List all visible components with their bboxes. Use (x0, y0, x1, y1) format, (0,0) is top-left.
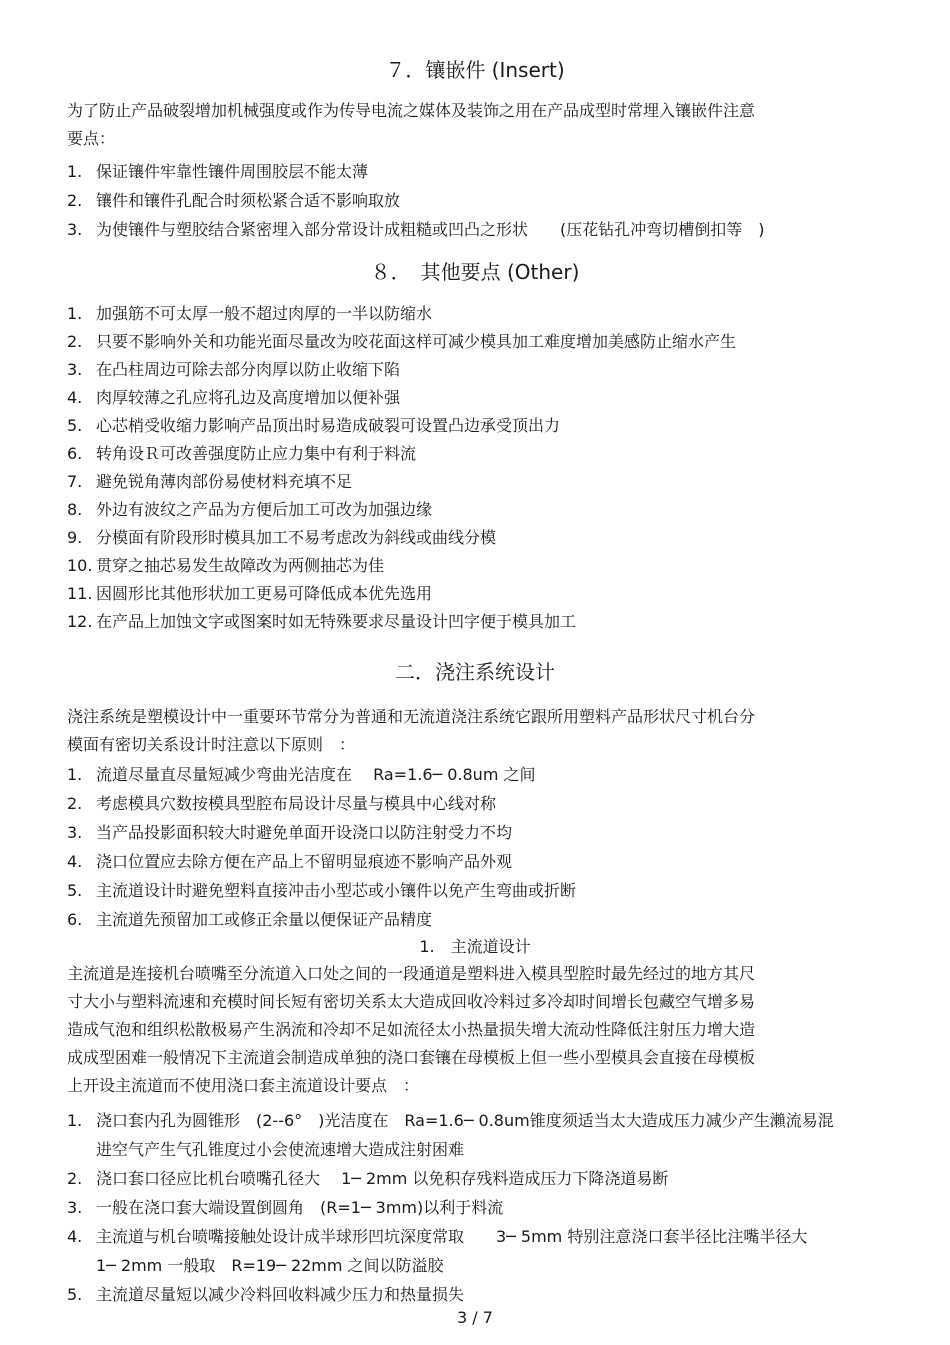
list-item (67, 1280, 834, 1309)
insert-list (67, 157, 765, 244)
list-item (67, 905, 576, 934)
list-item-text: 主流道设计时避免塑料直接冲击小型芯或小镶件以免产生弯曲或折断 (96, 881, 577, 900)
list-item (67, 440, 736, 468)
list-item-number: 3. (67, 823, 83, 842)
gating-intro (67, 703, 867, 759)
list-item-text: 主流道与机台喷嘴接触处设计成半球形凹坑深度常取 3─ 5mm 特别注意浇口套半径比注嘴半径大 (96, 1227, 808, 1246)
list-item-text: 肉厚较薄之孔应将孔边及高度增加以便补强 (96, 388, 401, 407)
list-item-text: 当产品投影面积较大时避免单面开设浇口以防注射受力不均 (96, 823, 513, 842)
list-item (67, 468, 736, 496)
list-item-text: 心芯梢受收缩力影响产品顶出时易造成破裂可设置凸边承受顶出力 (96, 416, 561, 435)
sprue-intro (67, 960, 867, 1100)
list-item-text: 浇口套口径应比机台喷嘴孔径大 1─ 2mm 以免积存残料造成压力下降浇道易断 (96, 1169, 669, 1188)
list-item-text: 1─ 2mm 一般取 R=19─ 22mm 之间以防溢胶 (96, 1256, 444, 1275)
sprue-intro-line: 造成气泡和组织松散极易产生涡流和冷却不足如流径太小热量损失增大流动性降低注射压力增大造 (67, 1020, 756, 1039)
list-item-text: 浇口位置应去除方便在产品上不留明显痕迹不影响产品外观 (96, 852, 513, 871)
list-item (67, 300, 736, 328)
list-item (67, 608, 736, 636)
other-list (67, 300, 736, 636)
list-item-number: 9. (67, 528, 83, 547)
list-item-text: 转角设Ｒ可改善强度防止应力集中有利于料流 (96, 444, 417, 463)
list-item-number: 4. (67, 388, 83, 407)
list-item (67, 760, 576, 789)
list-item-text: 考虑模具穴数按模具型腔布局设计尽量与模具中心线对称 (96, 794, 497, 813)
list-item (67, 1193, 834, 1222)
list-item (67, 186, 765, 215)
list-item (67, 157, 765, 186)
list-item-text: 在凸柱周边可除去部分肉厚以防止收缩下陷 (96, 360, 401, 379)
list-item-number: 12. (67, 612, 93, 631)
list-item-text: 在产品上加蚀文字或图案时如无特殊要求尽量设计凹字便于模具加工 (96, 612, 577, 631)
gating-intro-line: 浇注系统是塑模设计中一重要环节常分为普通和无流道浇注系统它跟所用塑料产品形状尺寸机台分 (67, 707, 756, 726)
sprue-intro-line: 上开设主流道而不使用浇口套主流道设计要点 ： (67, 1076, 420, 1095)
insert-intro (67, 97, 867, 153)
list-item-text: 一般在浇口套大端设置倒圆角 (R=1─ 3mm)以利于料流 (96, 1198, 504, 1217)
list-item (67, 580, 736, 608)
list-item-number: 4. (67, 852, 83, 871)
subsection-title-sprue: 1. 主流道设计 (419, 937, 531, 956)
list-item-number: 8. (67, 500, 83, 519)
list-item-text: 进空气产生气孔锥度过小会使流速增大造成注射困难 (96, 1140, 465, 1159)
list-item-number: 2. (67, 191, 83, 210)
list-item (67, 496, 736, 524)
list-item-number: 5. (67, 1285, 83, 1304)
list-item-number: 4. (67, 1227, 83, 1246)
list-item-number: 11. (67, 584, 93, 603)
list-item-number: 3. (67, 220, 83, 239)
insert-intro-line: 为了防止产品破裂增加机械强度或作为传导电流之媒体及装饰之用在产品成型时常埋入镶嵌件注意 (67, 101, 756, 120)
list-item-text: 外边有波纹之产品为方便后加工可改为加强边缘 (96, 500, 433, 519)
list-item-text: 因圆形比其他形状加工更易可降低成本优先选用 (96, 584, 433, 603)
list-item-number: 3. (67, 1198, 83, 1217)
list-item (67, 789, 576, 818)
list-item-number: 2. (67, 1169, 83, 1188)
list-item-number: 2. (67, 794, 83, 813)
list-item (67, 356, 736, 384)
list-item-number: 6. (67, 910, 83, 929)
list-item-number: 3. (67, 360, 83, 379)
list-item-text: 只要不影响外关和功能光面尽量改为咬花面这样可减少模具加工难度增加美感防止缩水产生 (96, 332, 737, 351)
list-item (67, 384, 736, 412)
sprue-intro-line: 成成型困难一般情况下主流道会制造成单独的浇口套镶在母模板上但一些小型模具会直接在母模板 (67, 1048, 756, 1067)
list-item-text: 分模面有阶段形时模具加工不易考虑改为斜线或曲线分模 (96, 528, 497, 547)
list-item (67, 552, 736, 580)
gating-list (67, 760, 576, 934)
list-item-text: 保证镶件牢靠性镶件周围胶层不能太薄 (96, 162, 369, 181)
list-item-number: 10. (67, 556, 93, 575)
list-item-number: 7. (67, 472, 83, 491)
list-item-text: 浇口套内孔为圆锥形 (2--6° )光洁度在 Ra=1.6─ 0.8um锥度须适当太大造成压力减少产生瀨流易混 (96, 1111, 834, 1130)
insert-intro-line: 要点： (67, 129, 116, 148)
list-item-text: 主流道先预留加工或修正余量以便保证产品精度 (96, 910, 433, 929)
list-item (67, 412, 736, 440)
list-item (67, 818, 576, 847)
sprue-intro-line: 主流道是连接机台喷嘴至分流道入口处之间的一段通道是塑料进入模具型腔时最先经过的地方其尺 (67, 964, 756, 983)
sprue-intro-line: 寸大小与塑料流速和充模时间长短有密切关系太大造成回收冷料过多冷却时间增长包藏空气增多易 (67, 992, 756, 1011)
list-item-number: 5. (67, 416, 83, 435)
list-item (67, 1164, 834, 1193)
list-item-text: 为使镶件与塑胶结合紧密埋入部分常设计成粗糙或凹凸之形状 (压花钻孔冲弯切槽倒扣等 ) (96, 220, 765, 239)
list-item-number: 1. (67, 304, 83, 323)
section-title-insert: ７．镶嵌件 (Insert) (385, 58, 565, 82)
list-item-number: 6. (67, 444, 83, 463)
list-item-number: 1. (67, 765, 83, 784)
list-item (67, 328, 736, 356)
page-number: 3 / 7 (457, 1308, 493, 1327)
list-item-text: 贯穿之抽芯易发生故障改为两侧抽芯为佳 (96, 556, 385, 575)
list-item-number: 5. (67, 881, 83, 900)
section-title-other: ８． 其他要点 (Other) (370, 260, 580, 284)
list-item-number: 1. (67, 1111, 83, 1130)
list-item-text: 加强筋不可太厚一般不超过肉厚的一半以防缩水 (96, 304, 433, 323)
chapter-title-gating: 二．浇注系统设计 (395, 660, 555, 684)
list-item-text: 流道尽量直尽量短减少弯曲光洁度在 Ra=1.6─ 0.8um 之间 (96, 765, 536, 784)
list-item-number: 2. (67, 332, 83, 351)
list-item-text: 主流道尽量短以减少冷料回收料减少压力和热量损失 (96, 1285, 465, 1304)
sprue-list (67, 1106, 834, 1309)
gating-intro-line: 模面有密切关系设计时注意以下原则 ： (67, 735, 356, 754)
list-item (67, 215, 765, 244)
list-item (67, 847, 576, 876)
list-item (67, 876, 576, 905)
list-item (67, 524, 736, 552)
list-item-text: 避免锐角薄肉部份易使材料充填不足 (96, 472, 353, 491)
list-item-number: 1. (67, 162, 83, 181)
list-item (67, 1222, 834, 1280)
list-item-text: 镶件和镶件孔配合时须松紧合适不影响取放 (96, 191, 401, 210)
list-item (67, 1106, 834, 1164)
